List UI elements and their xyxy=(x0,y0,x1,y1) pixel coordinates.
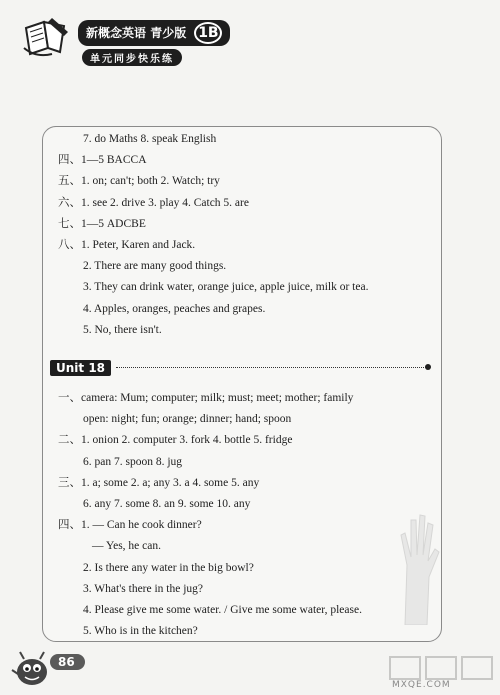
answer-line: 4. Apples, oranges, peaches and grapes. xyxy=(83,302,266,315)
answer-line: 八、1. Peter, Karen and Jack. xyxy=(58,239,196,251)
answer-line: 6. pan 7. spoon 8. jug xyxy=(83,455,183,468)
answer-line: 三、1. a; some 2. a; any 3. a 4. some 5. any xyxy=(58,476,260,489)
answer-line: 2. There are many good things. xyxy=(83,260,227,273)
series-title-banner xyxy=(78,20,230,67)
answer-line: 7. do Maths 8. speak English xyxy=(83,133,217,145)
unit-divider-end-dot xyxy=(425,364,431,370)
answer-line: open: night; fun; orange; dinner; hand; spoon xyxy=(83,413,292,426)
answer-line: 2. Is there any water in the big bowl? xyxy=(83,561,254,574)
series-edition: 青少版 xyxy=(150,26,187,40)
page-number: 86 xyxy=(50,654,85,670)
series-name: 新概念英语 xyxy=(86,26,147,40)
answer-line: 七、1—5 ADCBE xyxy=(58,217,146,230)
watermark-text: MXQE.COM xyxy=(392,680,451,690)
answer-line: 4. Please give me some water. / Give me some water, please. xyxy=(83,604,362,616)
answer-line: 五、1. on; can't; both 2. Watch; try xyxy=(58,175,220,188)
hand-illustration-icon xyxy=(395,505,440,625)
answer-line: 六、1. see 2. drive 3. play 4. Catch 5. are xyxy=(58,196,249,209)
book-pencil-icon xyxy=(22,18,70,62)
unit-divider xyxy=(116,367,426,368)
answer-line: 6. any 7. some 8. an 9. some 10. any xyxy=(83,498,251,510)
answer-line: 3. They can drink water, orange juice, apple juice, milk or tea. xyxy=(83,281,369,294)
answer-line: 四、1. — Can he cook dinner? xyxy=(58,519,202,532)
series-title-line1 xyxy=(78,20,230,46)
book-level: 1B xyxy=(194,22,222,44)
answer-line: — Yes, he can. xyxy=(92,540,161,553)
answer-line: 四、1—5 BACCA xyxy=(58,154,147,167)
answer-line: 3. What's there in the jug? xyxy=(83,582,204,595)
series-title-line2: 单元同步快乐练 xyxy=(82,49,182,66)
unit-label: Unit 18 xyxy=(50,360,111,376)
answer-line: 5. Who is in the kitchen? xyxy=(83,625,198,638)
book-header xyxy=(22,14,222,72)
answer-line: 二、1. onion 2. computer 3. fork 4. bottle 5. fridge xyxy=(58,434,293,447)
answer-line: 5. No, there isn't. xyxy=(83,323,162,336)
answer-line: 一、camera: Mum; computer; milk; must; meet; mother; family xyxy=(58,392,354,404)
